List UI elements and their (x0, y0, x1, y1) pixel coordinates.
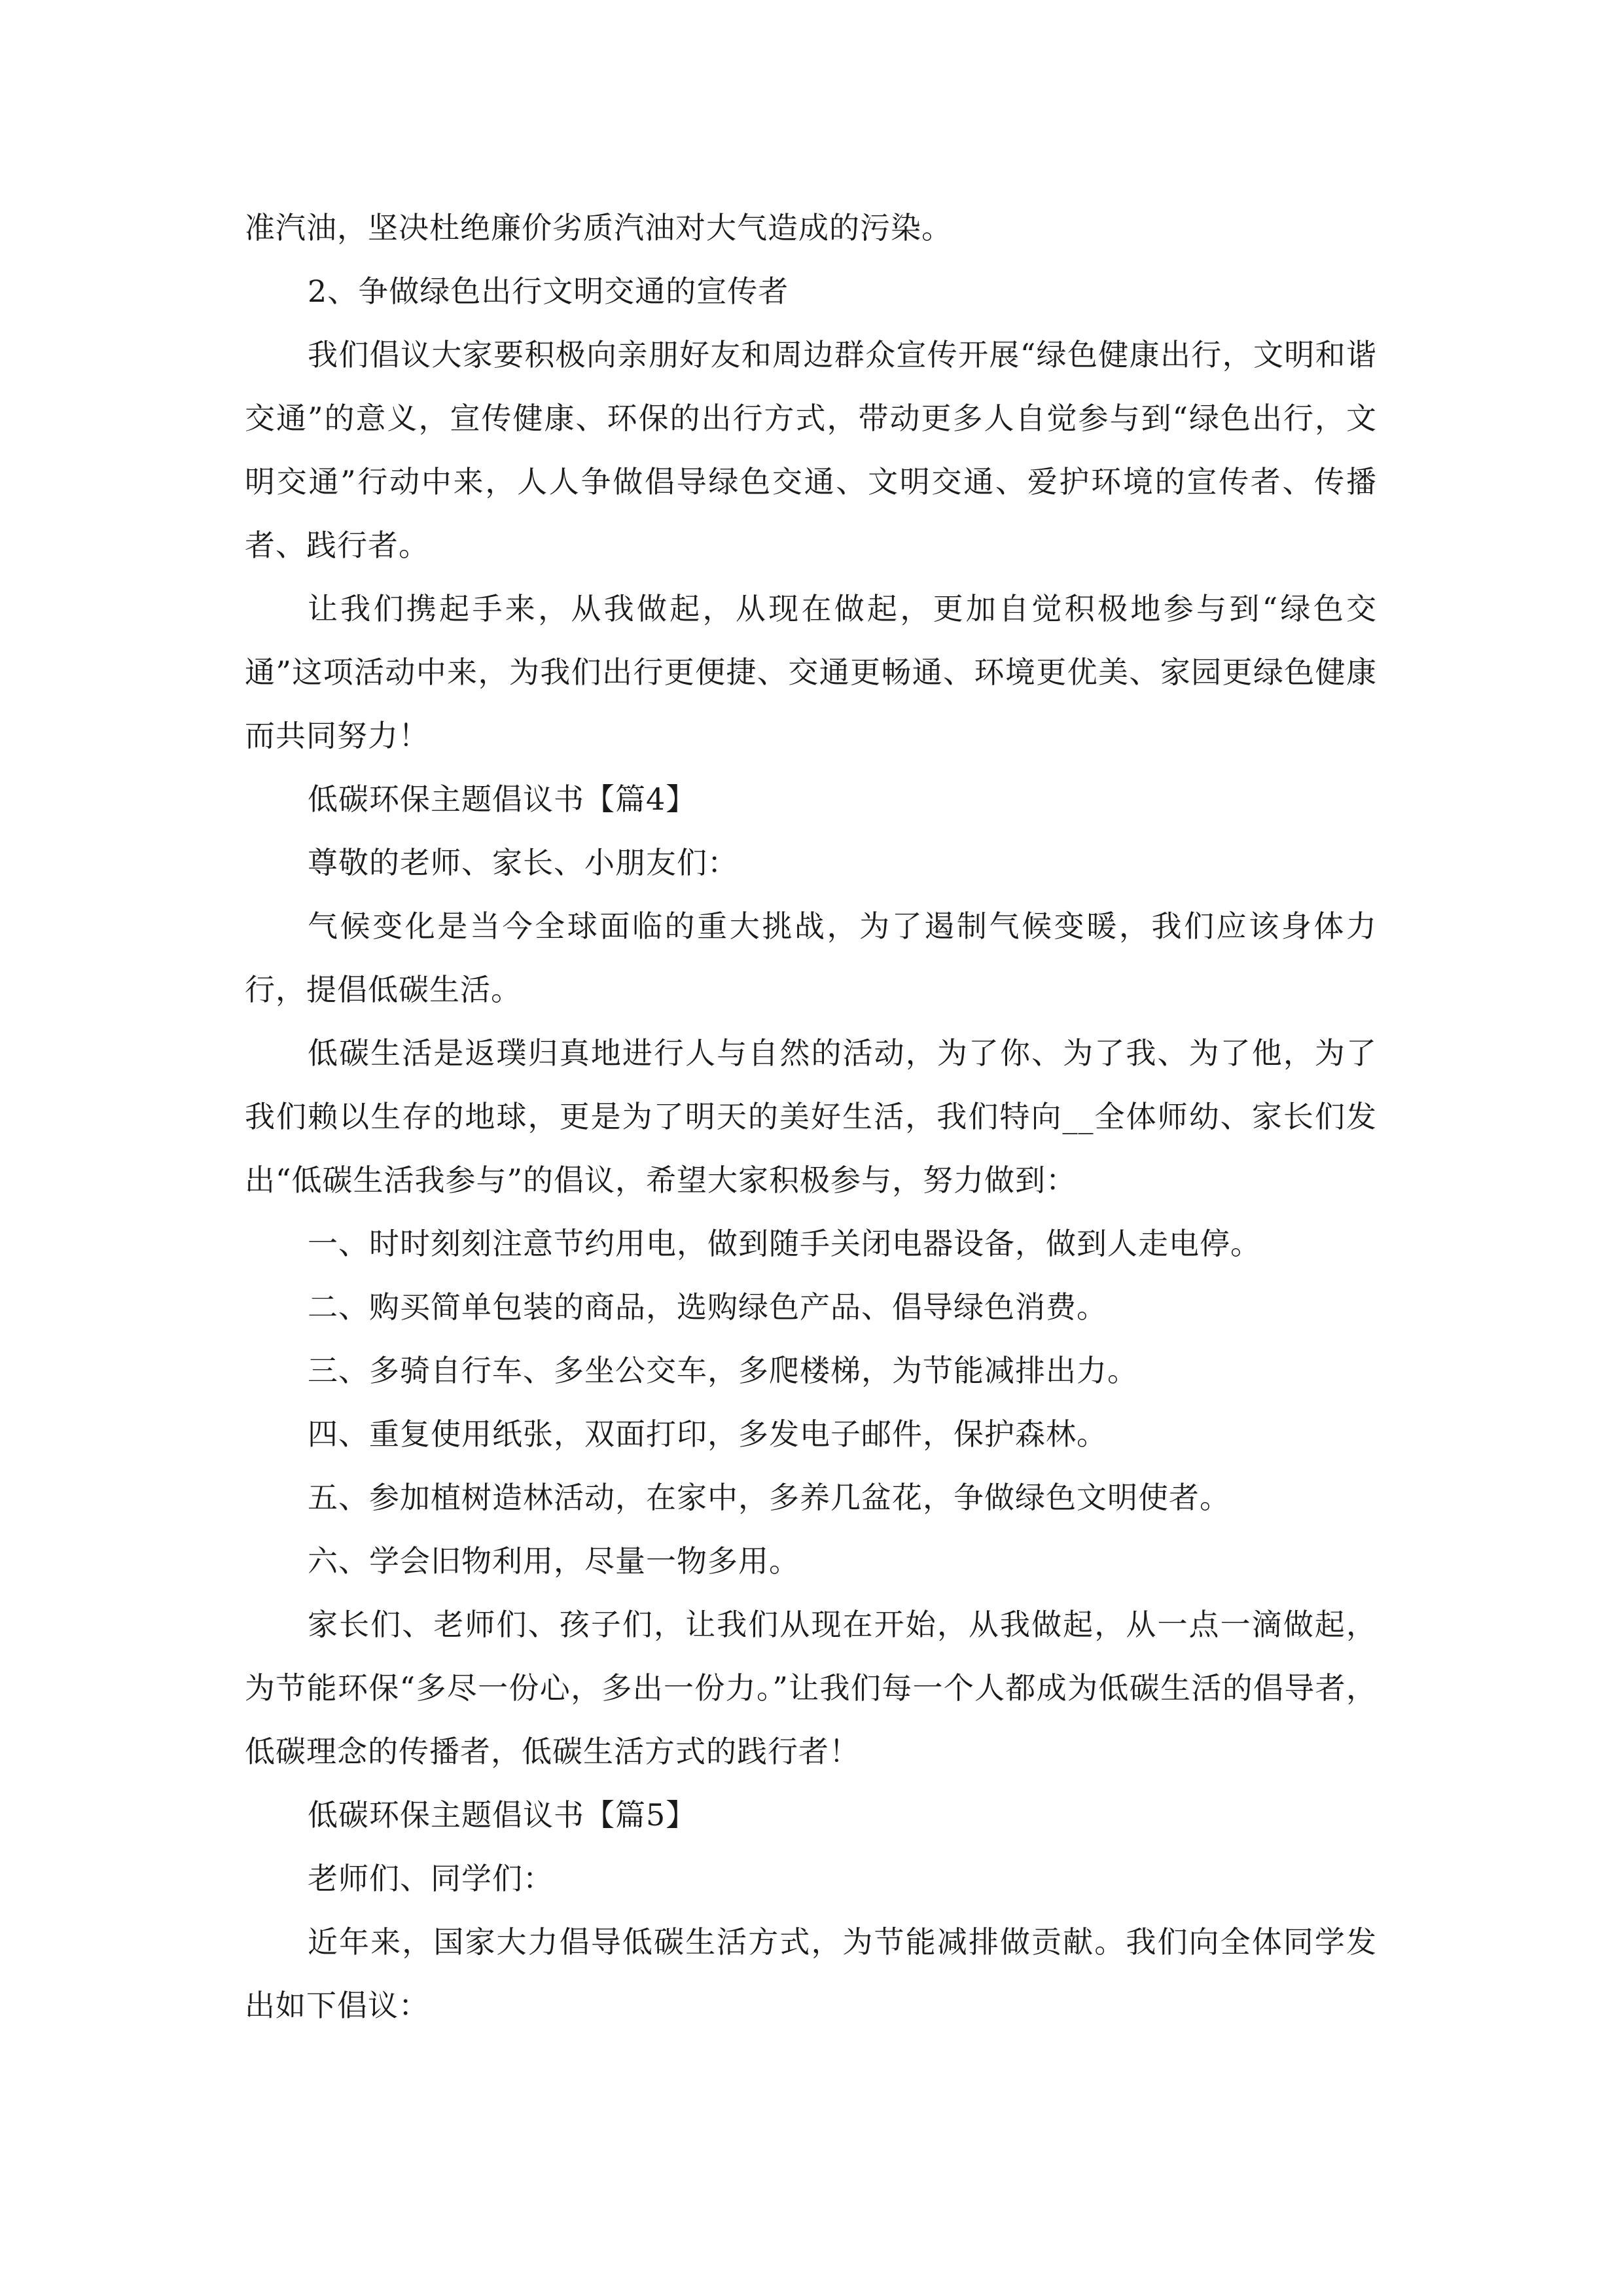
paragraph-join-hands: 让我们携起手来，从我做起，从现在做起，更加自觉积极地参与到“绿色交通”这项活动中来，为我们出行更便捷、交通更畅通、环境更优美、家园更绿色健康而共同努力！ (245, 591, 1377, 753)
list-item-reuse-items: 六、学会旧物利用，尽量一物多用。 (308, 1543, 800, 1579)
list-item-plant-trees: 五、参加植树造林活动，在家中，多养几盆花，争做绿色文明使者。 (308, 1480, 1230, 1515)
list-item-reuse-paper: 四、重复使用纸张，双面打印，多发电子邮件，保护森林。 (308, 1416, 1107, 1452)
paragraph-national-advocacy: 近年来，国家大力倡导低碳生活方式，为节能减排做贡献。我们向全体同学发出如下倡议： (245, 1924, 1377, 2023)
paragraph-low-carbon-life: 低碳生活是返璞归真地进行人与自然的活动，为了你、为了我、为了他，为了我们赖以生存的地球，更是为了明天的美好生活，我们特向__全体师幼、家长们发出“低碳生活我参与”的倡议，希望大家积极参与，努力做到： (245, 1035, 1377, 1198)
salutation-part-5: 老师们、同学们： (308, 1861, 554, 1896)
article-title-part-4: 低碳环保主题倡议书【篇4】 (308, 781, 697, 817)
paragraph-promote-green-travel: 我们倡议大家要积极向亲朋好友和周边群众宣传开展“绿色健康出行，文明和谐交通”的意义，宣传健康、环保的出行方式，带动更多人自觉参与到“绿色出行，文明交通”行动中来，人人争做倡导绿色交通、文明交通、爱护环境的宣传者、传播者、践行者。 (245, 337, 1377, 563)
paragraph-continuation: 准汽油，坚决杜绝廉价劣质汽油对大气造成的污染。 (245, 210, 952, 245)
list-item-save-electricity: 一、时时刻刻注意节约用电，做到随手关闭电器设备，做到人走电停。 (308, 1226, 1261, 1261)
document-body (245, 196, 1377, 2037)
list-item-simple-packaging: 二、购买简单包装的商品，选购绿色产品、倡导绿色消费。 (308, 1289, 1107, 1325)
section-heading-green-travel-promoter: 2、争做绿色出行文明交通的宣传者 (308, 274, 789, 309)
salutation-part-4: 尊敬的老师、家长、小朋友们： (308, 845, 738, 880)
paragraph-closing-part-4: 家长们、老师们、孩子们，让我们从现在开始，从我做起，从一点一滴做起，为节能环保“多尽一份心，多出一份力。”让我们每一个人都成为低碳生活的倡导者，低碳理念的传播者，低碳生活方式的践行者！ (245, 1607, 1377, 1769)
article-title-part-5: 低碳环保主题倡议书【篇5】 (308, 1797, 697, 1833)
paragraph-climate-change: 气候变化是当今全球面临的重大挑战，为了遏制气候变暖，我们应该身体力行，提倡低碳生活。 (245, 908, 1377, 1007)
list-item-cycling-transit: 三、多骑自行车、多坐公交车，多爬楼梯，为节能减排出力。 (308, 1353, 1138, 1388)
